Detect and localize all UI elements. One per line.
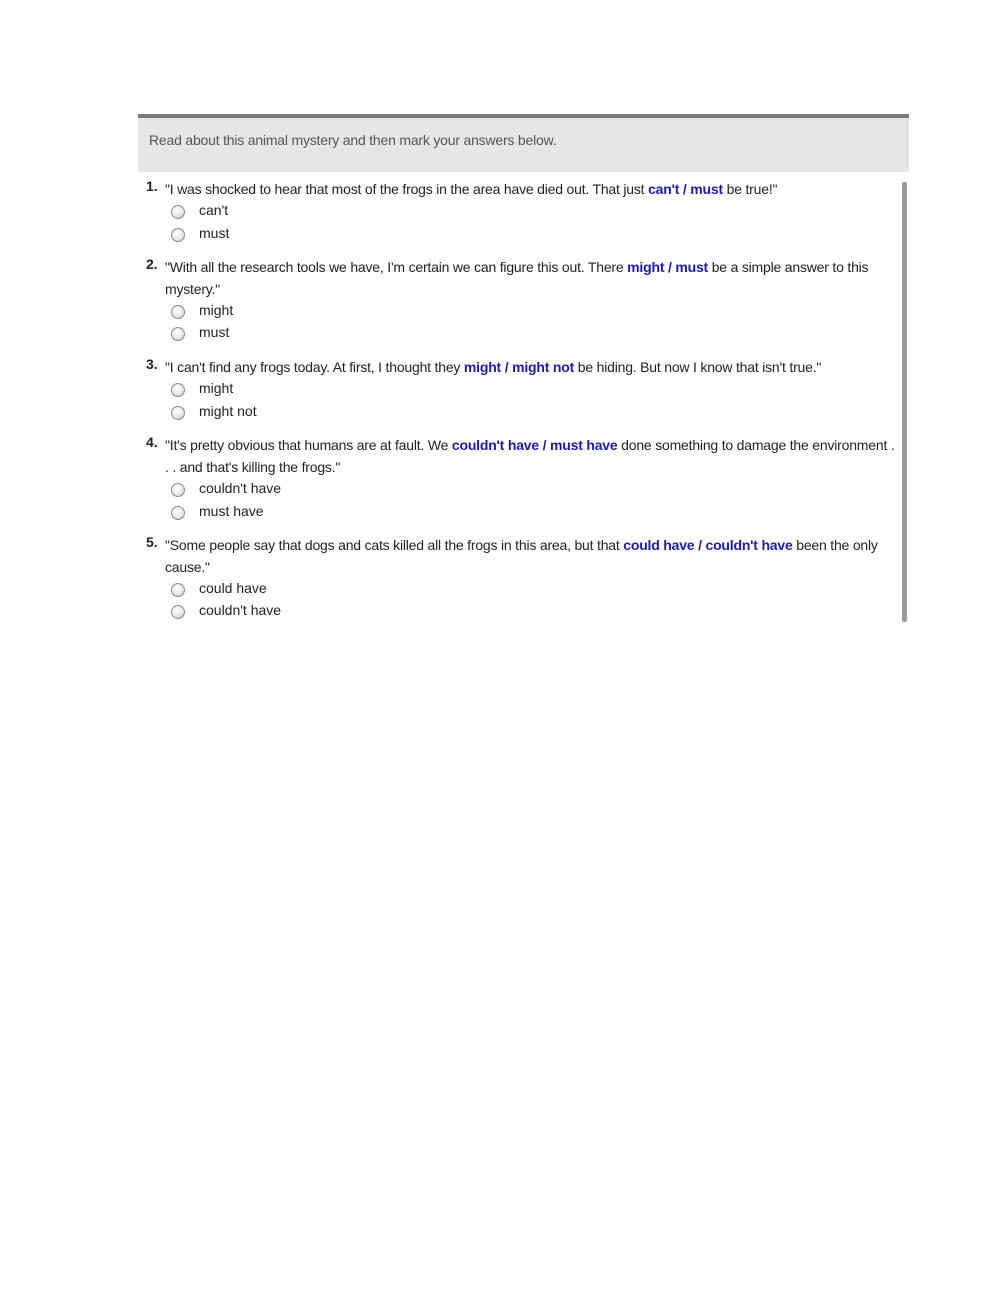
radio-button[interactable] — [171, 383, 185, 397]
option-label: must have — [199, 503, 264, 519]
option-label: might — [199, 380, 234, 396]
radio-button[interactable] — [171, 583, 185, 597]
option-label: could have — [199, 580, 267, 596]
option-label: must — [199, 225, 230, 241]
radio-button[interactable] — [171, 205, 185, 219]
option-label: couldn't have — [199, 480, 282, 496]
question-text: "Some people say that dogs and cats killed all the frogs in this area, but that could have / couldn't have been the only cause." — [165, 537, 878, 575]
option-label: couldn't have — [199, 602, 282, 618]
quiz-panel — [138, 114, 909, 622]
radio-button[interactable] — [171, 483, 185, 497]
choice-b: might not — [512, 359, 575, 375]
choice-a: might — [627, 259, 665, 275]
choice-a: could have — [623, 537, 695, 553]
choice-a: might — [463, 359, 502, 375]
radio-button[interactable] — [171, 506, 185, 520]
question-number: 4. — [146, 434, 158, 450]
question-number: 2. — [146, 256, 158, 272]
option-label: can't — [199, 202, 229, 218]
radio-button[interactable] — [171, 305, 185, 319]
option-label: might not — [199, 403, 257, 419]
choice-b: must — [690, 181, 723, 197]
choice-b: must — [675, 259, 709, 275]
question-text: "I was shocked to hear that most of the frogs in the area have died out. That just can't / must be true!" — [165, 181, 778, 197]
instructions-text: Read about this animal mystery and then mark your answers below. — [149, 132, 557, 148]
choice-b: couldn't have — [705, 537, 793, 553]
choice-b: must have — [550, 437, 618, 453]
question-number: 5. — [146, 534, 158, 550]
choice-a: couldn't have — [451, 437, 539, 453]
radio-button[interactable] — [171, 228, 185, 242]
choice-a: can't — [648, 181, 680, 197]
option-label: must — [199, 324, 230, 340]
question-text: "It's pretty obvious that humans are at fault. We couldn't have / must have done something to damage the environment . . . and that's killing the frogs." — [165, 437, 895, 475]
question-text: "With all the research tools we have, I'm certain we can figure this out. There might / must be a simple answer to this mystery." — [165, 259, 869, 297]
radio-button[interactable] — [171, 327, 185, 341]
option-label: might — [199, 302, 234, 318]
question-text: "I can't find any frogs today. At first, I thought they might / might not be hiding. But now I know that isn't true." — [165, 359, 822, 375]
question-number: 3. — [146, 356, 158, 372]
question-number: 1. — [146, 178, 158, 194]
vertical-scrollbar[interactable] — [902, 182, 907, 622]
radio-button[interactable] — [171, 605, 185, 619]
instructions-banner — [138, 118, 909, 172]
radio-button[interactable] — [171, 406, 185, 420]
